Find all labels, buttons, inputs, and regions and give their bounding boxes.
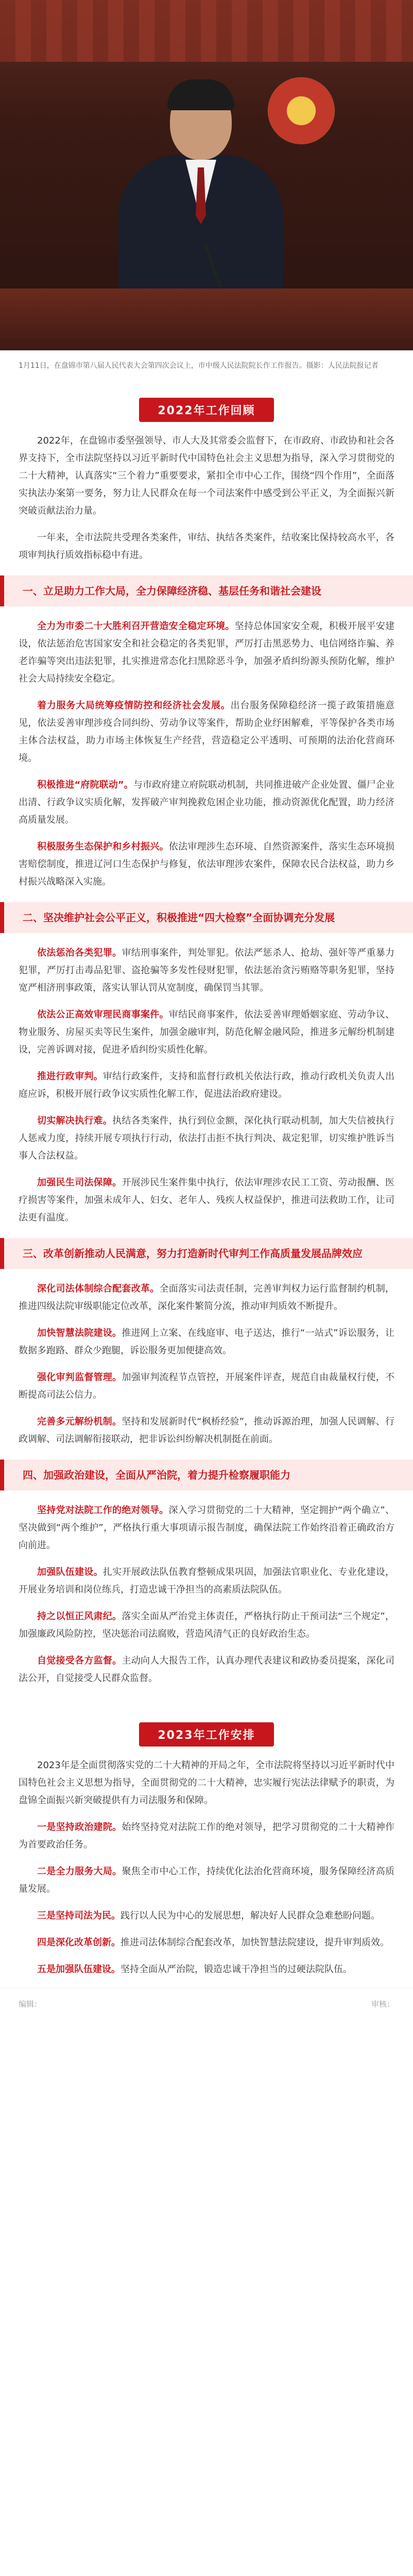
section-paragraph: [19, 1413, 394, 1448]
intro-paragraph: 一年来，全市法院共受理各类案件，审结、执结各类案件，结收案比保持较高水平，各项审判执行质效指标稳中有进。: [19, 532, 394, 561]
plan-container: [0, 1819, 413, 1978]
plan-item: [19, 1907, 394, 1925]
section-paragraph: [19, 697, 394, 767]
plan-item-lead: 一是坚持政治建院。: [37, 1822, 122, 1833]
paragraph-lead: 深化司法体制综合配套改革。: [37, 1283, 160, 1294]
paragraph-text: 主动向人大报告工作，认真办理代表建议和政协委员提案，深化司法公开，自觉接受人民群众监督。: [19, 1655, 395, 1684]
photo-caption: 1月11日，在盘锦市第八届人民代表大会第四次会议上，市中级人民法院院长作工作报告。摄影：人民法院报记者: [19, 362, 378, 370]
paragraph-lead: 加快智慧法院建设。: [37, 1328, 122, 1338]
paragraph-lead: 切实解决执行难。: [37, 1115, 113, 1126]
plan-item-lead: 三是坚持司法为民。: [37, 1910, 121, 1921]
section-paragraph: [19, 1280, 394, 1315]
section-paragraph: [19, 618, 394, 688]
plan-item-text: 聚焦全市中心工作，持续优化法治化营商环境，服务保障经济高质量发展。: [19, 1866, 395, 1894]
curtain-decoration: [0, 0, 413, 62]
speaker-figure: [118, 82, 283, 309]
plan-intro: 2023年是全面贯彻落实党的二十大精神的开局之年，全市法院将坚持以习近平新时代中国特色社会主义思想为指导，全面贯彻党的二十大精神，忠实履行宪法法律赋予的职责，为盘锦全面振兴新突破提供有力司法服务和保障。: [19, 1760, 394, 1806]
plan-item: [19, 1961, 394, 1978]
section-paragraph: [19, 1564, 394, 1599]
plan-item: [19, 1819, 394, 1854]
paragraph-text: 审结民商事案件，依法妥善审理婚姻家庭、劳动争议、物业服务、房屋买卖等民生案件，加强金融审判，防范化解金融风险，推进多元解纷机制建设，完善诉调对接，促进矛盾纠纷实质性化解。: [19, 1009, 395, 1055]
paragraph-lead: 加强民生司法保障。: [37, 1177, 122, 1188]
paragraph-text: 执结各类案件，执行到位金额，深化执行联动机制，加大失信被执行人惩戒力度，持续开展专项执行行动，依法打击拒不执行判决、裁定犯罪，切实维护胜诉当事人合法权益。: [19, 1115, 395, 1161]
paragraph-lead: 加强队伍建设。: [37, 1567, 103, 1578]
paragraph-lead: 积极推进“府院联动”。: [37, 779, 133, 790]
section-paragraph: [19, 838, 394, 891]
paragraph-text: 深入学习贯彻党的二十大精神，坚定拥护“两个确立”、坚决做到“两个维护”，严格执行重大事项请示报告制度，确保法院工作始终沿着正确政治方向前进。: [19, 1505, 395, 1551]
section-paragraph: [19, 1369, 394, 1404]
sections-container: [0, 575, 413, 1687]
paragraph-text: 推进网上立案、在线庭审、电子送达，推行“一站式”诉讼服务，让数据多跑路、群众少跑腿，诉讼服务更加便捷高效。: [19, 1328, 394, 1356]
plan-banner: [0, 1722, 413, 1747]
paragraph-text: 与市政府建立府院联动机制，共同推进破产企业处置、僵尸企业出清、行政争议实质化解，发挥破产审判挽救危困企业功能，推动资源优化配置，助力经济高质量发展。: [19, 779, 394, 825]
section-paragraph: [19, 1174, 394, 1227]
podium: [0, 289, 413, 350]
paragraph-text: 出台服务保障稳经济一揽子政策措施意见，依法妥善审理涉疫合同纠纷、劳动争议等案件，帮助企业纾困解难，平等保护各类市场主体合法权益，助力市场主体恢复生产经营，营造稳定公平透明、可预期的法治化营商环境。: [19, 700, 395, 764]
section-heading: 二、坚决维护社会公平正义，积极推进“四大检察”全面协调充分发展: [0, 902, 413, 933]
plan-item-lead: 五是加强队伍建设。: [37, 1964, 121, 1975]
footer-reviewer: 审核：: [371, 1999, 394, 2009]
paragraph-lead: 自觉接受各方监督。: [37, 1655, 122, 1666]
plan-item: [19, 1934, 394, 1952]
intro-paragraph: 2022年，在盘锦市委坚强领导、市人大及其常委会监督下，在市政府、市政协和社会各界支持下，全市法院坚持以习近平新时代中国特色社会主义思想为指导，深入学习贯彻党的二十大精神，认真落实“三个着力”重要要求，紧扣全市中心工作，围绕“四个作用”，全面落实执法办案第一要务，努力让人民群众在每一个司法案件中感受到公平正义，为全面振兴新突破贡献法治力量。: [19, 435, 394, 516]
paragraph-lead: 完善多元解纷机制。: [37, 1416, 122, 1427]
paragraph-text: 审结刑事案件，判处罪犯。依法严惩杀人、抢劫、强奸等严重暴力犯罪，严厉打击毒品犯罪、盗抢骗等多发性侵财犯罪，依法惩治贪污贿赂等职务犯罪，坚持宽严相济刑事政策，落实认罪认罚从宽制度，确保罚当其罪。: [19, 947, 395, 993]
section-paragraph: [19, 1608, 394, 1643]
paragraph-lead: 着力服务大局统筹疫情防控和经济社会发展。: [37, 700, 231, 711]
section-paragraph: [19, 1068, 394, 1103]
plan-item-lead: 四是深化改革创新。: [37, 1937, 121, 1948]
plan-title: 2023年工作安排: [139, 1722, 273, 1747]
paragraph-text: 坚持和发展新时代“枫桥经验”，推动诉源治理，加强人民调解、行政调解、司法调解衔接联动，把非诉讼纠纷解决机制挺在前面。: [19, 1416, 394, 1445]
paragraph-text: 全面落实司法责任制，完善审判权力运行监督制约机制，推进四级法院审级职能定位改革，深化案件繁简分流，推动审判质效不断提升。: [19, 1283, 394, 1312]
work-report-banner: [0, 398, 413, 422]
paragraph-text: 依法审理涉生态环境、自然资源案件，落实生态环境损害赔偿制度，推进辽河口生态保护与修复，依法审理涉农案件，保障农民合法权益，助力乡村振兴战略深入实施。: [19, 841, 395, 887]
plan-item-text: 始终坚持党对法院工作的绝对领导，把学习贯彻党的二十大精神作为首要政治任务。: [19, 1822, 395, 1850]
work-report-title: 2022年工作回顾: [139, 398, 273, 422]
section-paragraph: [19, 944, 394, 997]
hero-photo: [0, 0, 413, 350]
paragraph-lead: 全力为市委二十大胜利召开营造安全稳定环境。: [37, 621, 235, 632]
paragraph-text: 开展涉民生案件集中执行，依法审理涉农民工工资、劳动报酬、医疗损害等案件，加强未成年人、妇女、老年人、残疾人权益保护，推进司法救助工作，让司法更有温度。: [19, 1177, 395, 1223]
plan-item-lead: 二是全力服务大局。: [37, 1866, 122, 1877]
section-paragraph: [19, 1502, 394, 1554]
footer-editor: 编辑：: [19, 1999, 42, 2009]
plan-item-text: 推进司法体制综合配套改革，加快智慧法院建设，提升审判质效。: [121, 1937, 389, 1948]
section-paragraph: [19, 1325, 394, 1360]
paragraph-lead: 积极服务生态保护和乡村振兴。: [37, 841, 169, 852]
article-footer: [0, 1988, 413, 2020]
paragraph-lead: 持之以恒正风肃纪。: [37, 1611, 122, 1622]
paragraph-text: 审结行政案件，支持和监督行政机关依法行政，推动行政机关负责人出庭应诉，积极开展行政争议实质性化解工作，促进法治政府建设。: [19, 1071, 395, 1099]
section-heading: 四、加强政治建设，全面从严治院，着力提升检察履职能力: [0, 1460, 413, 1490]
plan-item: [19, 1863, 394, 1898]
paragraph-text: 扎实开展政法队伍教育整顿成果巩固，加强法官职业化、专业化建设，开展业务培训和岗位练兵，打造忠诚干净担当的高素质法院队伍。: [19, 1567, 395, 1595]
paragraph-lead: 依法惩治各类犯罪。: [37, 947, 122, 958]
paragraph-lead: 推进行政审判。: [37, 1071, 103, 1082]
paragraph-lead: 强化审判监督管理。: [37, 1372, 122, 1383]
section-heading: 一、立足助力工作大局，全力保障经济稳、基层任务和谐社会建设: [0, 575, 413, 606]
section-paragraph: [19, 1006, 394, 1059]
plan-item-text: 践行以人民为中心的发展思想，解决好人民群众急难愁盼问题。: [121, 1910, 380, 1921]
section-paragraph: [19, 776, 394, 829]
paragraph-lead: 依法公正高效审理民商事案件。: [37, 1009, 169, 1020]
paragraph-text: 落实全面从严治党主体责任，严格执行防止干预司法“三个规定”，加强廉政风险防控，坚决惩治司法腐败，营造风清气正的良好政治生态。: [19, 1611, 394, 1639]
section-paragraph: [19, 1112, 394, 1165]
paragraph-text: 加强审判流程节点管控，开展案件评查，规范自由裁量权行使，不断提高司法公信力。: [19, 1372, 395, 1400]
paragraph-lead: 坚持党对法院工作的绝对领导。: [37, 1505, 169, 1516]
plan-item-text: 坚持全面从严治院，锻造忠诚干净担当的过硬法院队伍。: [121, 1964, 352, 1975]
paragraph-text: 坚持总体国家安全观，积极开展平安建设，依法惩治危害国家安全和社会稳定的各类犯罪，严厉打击黑恶势力、电信网络诈骗、养老诈骗等突出违法犯罪，扎实推进常态化扫黑除恶斗争，加强矛盾纠纷源头预防化解，维护社会大局持续安全稳定。: [19, 621, 395, 684]
section-heading: 三、改革创新推动人民满意，努力打造新时代审判工作高质量发展品牌效应: [0, 1238, 413, 1269]
section-paragraph: [19, 1652, 394, 1687]
